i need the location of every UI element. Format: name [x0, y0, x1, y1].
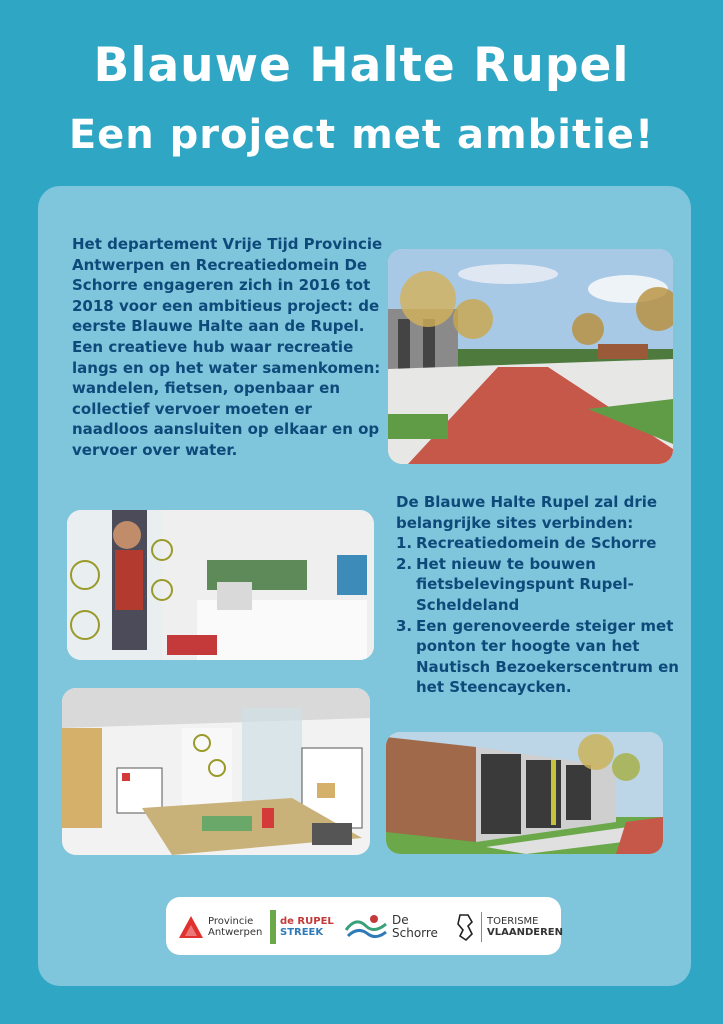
logo-bar — [166, 897, 561, 955]
list-item-number: 3. — [396, 616, 413, 635]
interior-shelves-render-image — [62, 688, 370, 855]
sites-intro: De Blauwe Halte Rupel zal drie belangrijke sites verbinden: — [396, 493, 658, 532]
page-subtitle: Een project met ambitie! — [68, 112, 655, 158]
logo-divider — [481, 912, 482, 942]
list-item-number: 2. — [396, 554, 413, 573]
building-exterior-render-image — [386, 732, 663, 854]
intro-text-block — [72, 234, 392, 461]
toerisme-vlaanderen-logo — [454, 907, 563, 947]
rupel-bar-icon — [270, 910, 276, 944]
toerisme-line2: VLAANDEREN — [487, 927, 563, 938]
schorre-wave-icon — [344, 912, 388, 942]
list-item-number: 1. — [396, 534, 413, 553]
lion-icon — [454, 912, 476, 942]
rupel-line2: STREEK — [280, 927, 324, 938]
list-item — [396, 554, 696, 616]
list-item-text: Een gerenoveerde steiger met ponton ter hoogte van het Nautisch Bezoekerscentrum en het Steencaycken. — [416, 616, 679, 697]
square-render-image — [388, 249, 673, 464]
sites-block — [396, 492, 696, 698]
list-item — [396, 533, 696, 554]
toerisme-line1: TOERISME — [487, 916, 539, 927]
list-item-text: Recreatiedomein de Schorre — [416, 534, 657, 553]
provincie-line1: Provincie — [208, 916, 254, 927]
sites-list — [396, 533, 696, 698]
intro-paragraph: Het departement Vrije Tijd Provincie Antwerpen en Recreatiedomein De Schorre engageren zich in 2016 tot 2018 voor een ambitieus project: de eerste Blauwe Halte aan de Rupel. Een creatieve hub waar recreatie langs en op het water samenkomen: wandelen, fietsen, openbaar en collectief vervoer moeten er naadloos aansluiten op elkaar en op vervoer over water. — [72, 235, 383, 459]
provincie-triangle-icon — [178, 915, 204, 939]
de-schorre-logo — [344, 907, 438, 947]
page-title: Blauwe Halte Rupel — [93, 38, 630, 93]
list-item-text: Het nieuw te bouwen fietsbelevingspunt Rupel-Scheldeland — [416, 554, 634, 614]
provincie-antwerpen-logo — [178, 907, 262, 947]
rupelstreek-logo — [270, 907, 334, 947]
schorre-line1: De — [392, 913, 409, 927]
bike-shop-render-image — [67, 510, 374, 660]
rupel-line1: de RUPEL — [280, 916, 334, 927]
schorre-line2: Schorre — [392, 926, 438, 940]
provincie-line2: Antwerpen — [208, 927, 263, 938]
list-item — [396, 616, 696, 698]
